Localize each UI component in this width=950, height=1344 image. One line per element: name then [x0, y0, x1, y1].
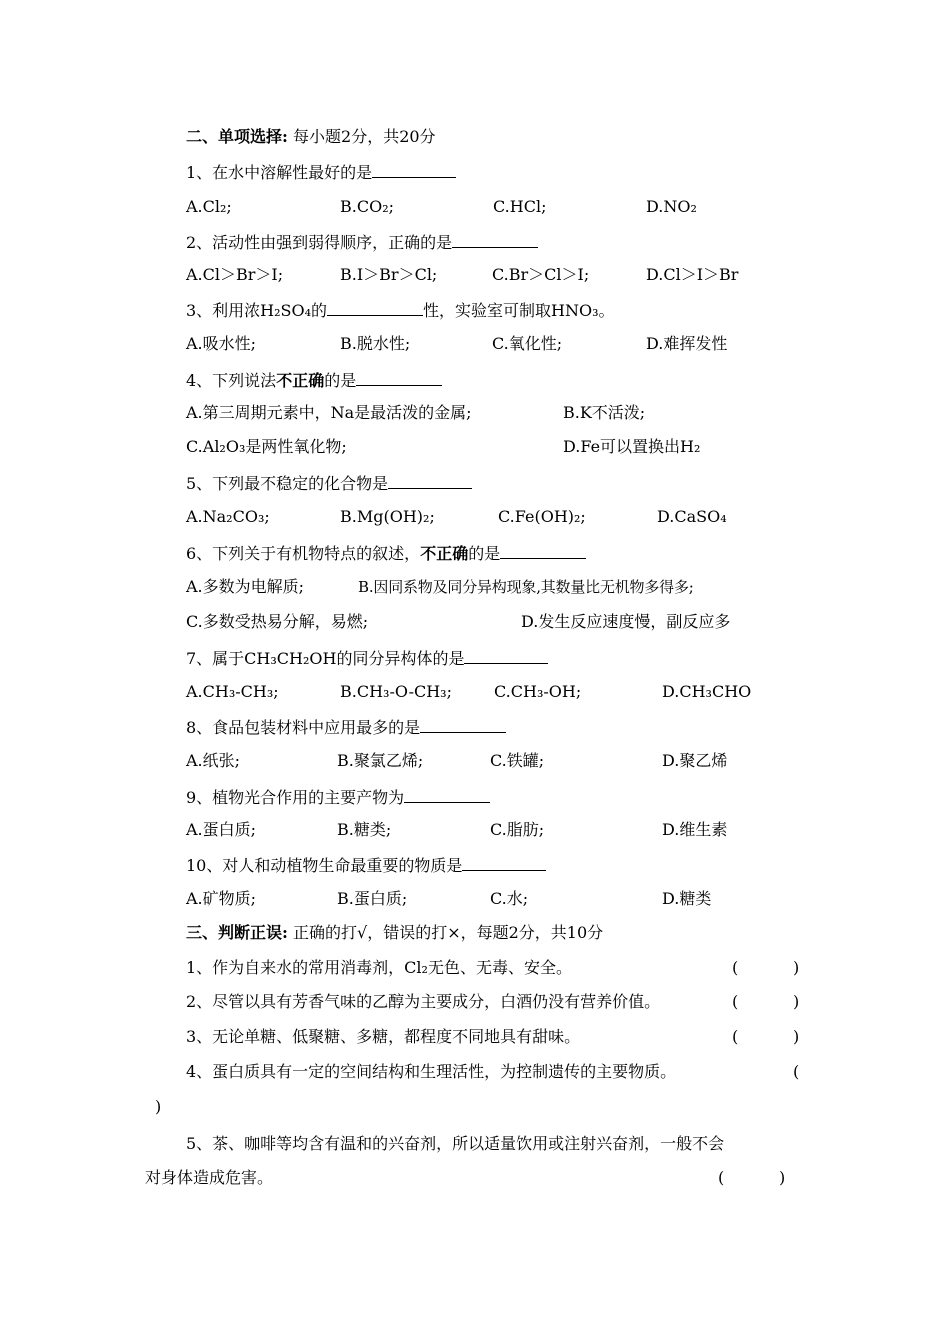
judgment-paren-close: ): [793, 1027, 800, 1046]
section-2-heading: [186, 127, 436, 147]
judgment-paren-close: ): [155, 1097, 162, 1116]
answer-blank: [372, 161, 456, 178]
section-3-title: 三、判断正误:: [186, 923, 288, 942]
q4-option-b: B.K不活泼;: [563, 403, 646, 422]
q4-option-d: D.Fe可以置换出H₂: [563, 437, 701, 456]
q5-option-a: A.Na₂CO₃;: [186, 507, 270, 526]
q1-option-c: C.HCl;: [493, 197, 547, 216]
q1-option-d: D.NO₂: [646, 197, 697, 216]
q7-option-d: D.CH₃CHO: [662, 682, 752, 701]
q6-option-c: C.多数受热易分解，易燃;: [186, 612, 369, 631]
section-2-desc: 每小题2分，共20分: [293, 127, 436, 146]
q5-option-c: C.Fe(OH)₂;: [498, 507, 586, 526]
question-4-stem: 4、下列说法不正确的是: [186, 369, 442, 391]
q7-option-b: B.CH₃-O-CH₃;: [340, 682, 452, 701]
question-8-stem: 8、食品包装材料中应用最多的是: [186, 716, 506, 738]
q3-option-a: A.吸水性;: [186, 334, 257, 353]
question-7-stem: 7、属于CH₃CH₂OH的同分异构体的是: [186, 647, 548, 669]
section-2-title: 二、单项选择:: [186, 127, 288, 146]
answer-blank: [464, 647, 548, 664]
judgment-paren-open: (: [732, 992, 739, 1011]
judgment-paren-close: ): [793, 958, 800, 977]
q3-option-d: D.难挥发性: [646, 334, 728, 353]
q8-option-a: A.纸张;: [186, 751, 241, 770]
section-3-desc: 正确的打√，错误的打×，每题2分，共10分: [293, 923, 604, 942]
judgment-paren-open: (: [732, 1027, 739, 1046]
judgment-item-1: 1、作为自来水的常用消毒剂，Cl₂无色、无毒、安全。: [186, 958, 572, 977]
q9-option-a: A.蛋白质;: [186, 820, 257, 839]
q10-option-a: A.矿物质;: [186, 889, 257, 908]
q7-option-c: C.CH₃-OH;: [494, 682, 582, 701]
answer-blank: [420, 716, 506, 733]
judgment-paren-close: ): [793, 992, 800, 1011]
q3-option-b: B.脱水性;: [340, 334, 411, 353]
q2-option-a: A.Cl＞Br＞I;: [186, 265, 284, 284]
q7-option-a: A.CH₃-CH₃;: [186, 682, 279, 701]
answer-blank: [462, 854, 546, 871]
judgment-paren-close: ): [779, 1168, 786, 1187]
question-10-stem: 10、对人和动植物生命最重要的物质是: [186, 854, 546, 876]
answer-blank: [356, 369, 442, 386]
q10-option-c: C.水;: [490, 889, 529, 908]
q9-option-d: D.维生素: [662, 820, 728, 839]
answer-blank: [500, 542, 586, 559]
answer-blank: [388, 472, 472, 489]
q3-option-c: C.氧化性;: [492, 334, 563, 353]
answer-blank: [452, 231, 538, 248]
q8-option-d: D.聚乙烯: [662, 751, 728, 770]
answer-blank: [404, 786, 490, 803]
q6-option-d: D.发生反应速度慢，副反应多: [521, 612, 731, 631]
q8-option-c: C.铁罐;: [490, 751, 545, 770]
question-1-stem: 1、在水中溶解性最好的是: [186, 161, 456, 183]
judgment-paren-open: (: [732, 958, 739, 977]
q2-option-d: D.Cl＞I＞Br: [646, 265, 739, 284]
question-9-stem: 9、植物光合作用的主要产物为: [186, 786, 490, 808]
judgment-item-4: 4、蛋白质具有一定的空间结构和生理活性，为控制遗传的主要物质。: [186, 1062, 677, 1081]
q1-option-b: B.CO₂;: [340, 197, 395, 216]
answer-blank: [327, 299, 423, 316]
q8-option-b: B.聚氯乙烯;: [337, 751, 424, 770]
q2-option-b: B.I＞Br＞Cl;: [340, 265, 438, 284]
judgment-item-3: 3、无论单糖、低聚糖、多糖，都程度不同地具有甜味。: [186, 1027, 581, 1046]
q6-option-a: A.多数为电解质;: [186, 577, 305, 596]
q9-option-c: C.脂肪;: [490, 820, 545, 839]
question-3-stem: 3、利用浓H₂SO₄的 性，实验室可制取HNO₃。: [186, 301, 615, 320]
q4-option-c: C.Al₂O₃是两性氧化物;: [186, 437, 347, 456]
q10-option-b: B.蛋白质;: [337, 889, 408, 908]
q2-option-c: C.Br＞Cl＞I;: [492, 265, 590, 284]
section-3-heading: [186, 923, 603, 943]
question-2-stem: 2、活动性由强到弱得顺序，正确的是: [186, 231, 538, 253]
q5-option-d: D.CaSO₄: [657, 507, 727, 526]
judgment-paren-open: (: [718, 1168, 725, 1187]
q5-option-b: B.Mg(OH)₂;: [340, 507, 435, 526]
judgment-item-5: 5、茶、咖啡等均含有温和的兴奋剂，所以适量饮用或注射兴奋剂，一般不会: [186, 1134, 725, 1153]
question-6-stem: 6、下列关于有机物特点的叙述，不正确的是: [186, 542, 586, 564]
q10-option-d: D.糖类: [662, 889, 712, 908]
q1-option-a: A.Cl₂;: [186, 197, 232, 216]
q9-option-b: B.糖类;: [337, 820, 392, 839]
judgment-item-5-cont: 对身体造成危害。: [145, 1168, 274, 1187]
judgment-paren-open: (: [793, 1062, 800, 1081]
judgment-item-2: 2、尽管以具有芳香气味的乙醇为主要成分，白酒仍没有营养价值。: [186, 992, 661, 1011]
q4-option-a: A.第三周期元素中，Na是最活泼的金属;: [186, 403, 472, 422]
q6-option-b: B.因同系物及同分异构现象,其数量比无机物多得多;: [358, 578, 694, 596]
question-5-stem: 5、下列最不稳定的化合物是: [186, 472, 472, 494]
